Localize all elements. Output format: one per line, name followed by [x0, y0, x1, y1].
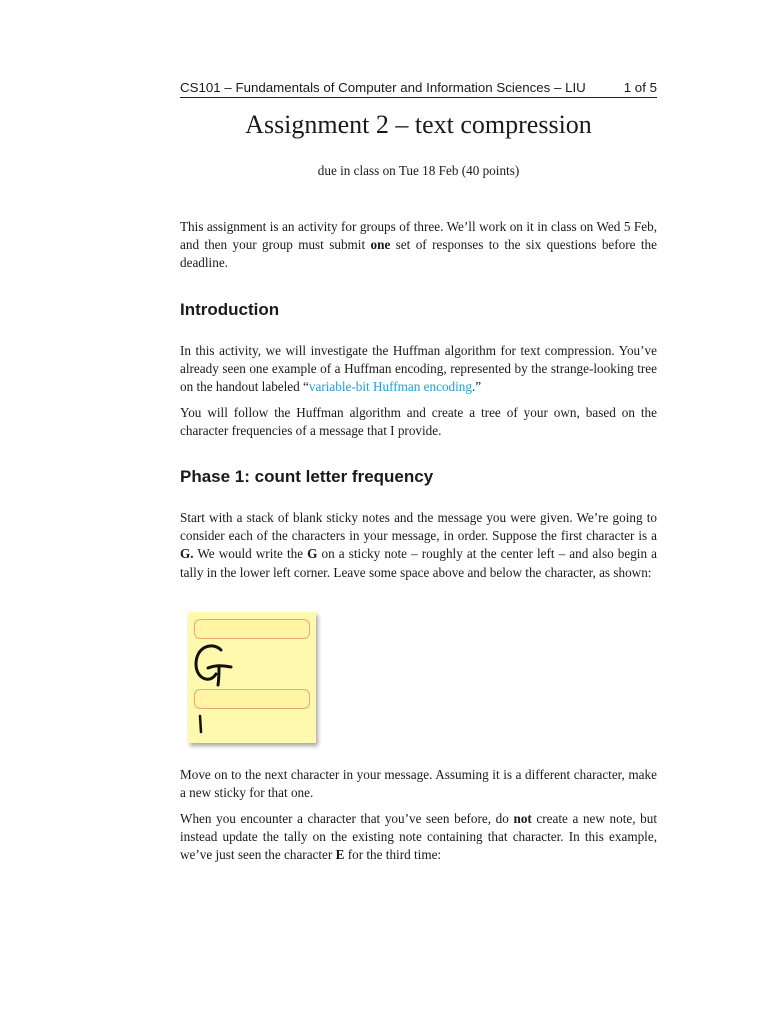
tally-mark	[200, 716, 201, 732]
section-heading-phase1: Phase 1: count letter frequency	[180, 467, 434, 486]
sticky-note	[188, 612, 316, 743]
sticky-note-figure	[188, 612, 322, 748]
sticky-handwriting	[188, 612, 316, 743]
due-date: due in class on Tue 18 Feb (40 points)	[317, 163, 520, 178]
phase1-paragraph-3: When you encounter a character that you’ve seen before, do not create a new note, but instead update the tally on the existing note containing that character. In this example, we’ve just seen the character E for the third time:	[180, 811, 657, 863]
handwritten-g-glyph	[196, 646, 231, 685]
section-heading-introduction: Introduction	[180, 300, 280, 319]
introduction-paragraph-1: In this activity, we will investigate the Huffman algorithm for text compression. You’ve already seen one example of a Huffman encoding, represented by the strange-looking tree on the handout labeled “variable-bit Huffman encoding.”	[180, 343, 657, 395]
page-indicator: 1 of 5	[623, 80, 657, 95]
page-title: Assignment 2 – text compression	[245, 110, 592, 139]
emphasis-one: one	[370, 237, 391, 253]
introduction-paragraph-2: You will follow the Huffman algorithm and create a tree of your own, based on the character frequencies of a message that I provide.	[180, 405, 657, 439]
intro-paragraph: This assignment is an activity for groups of three. We’ll work on it in class on Wed 5 Feb, and then your group must submit one set of responses to the six questions before the deadline.	[180, 219, 657, 271]
running-header	[180, 80, 657, 98]
huffman-encoding-link[interactable]: variable-bit Huffman encoding	[308, 379, 472, 395]
phase1-paragraph-1: Start with a stack of blank sticky notes and the message you were given. We’re going to consider each of the characters in your message, in order. Suppose the first character is a G. We would write the G on a sticky note – roughly at the center left – and also begin a tally in the lower left corner. Leave some space above and below the character, as shown:	[180, 510, 657, 580]
phase1-paragraph-2: Move on to the next character in your message. Assuming it is a different character, make a new sticky for that one.	[180, 767, 657, 801]
course-name: CS101 – Fundamentals of Computer and Information Sciences – LIU	[180, 80, 586, 95]
